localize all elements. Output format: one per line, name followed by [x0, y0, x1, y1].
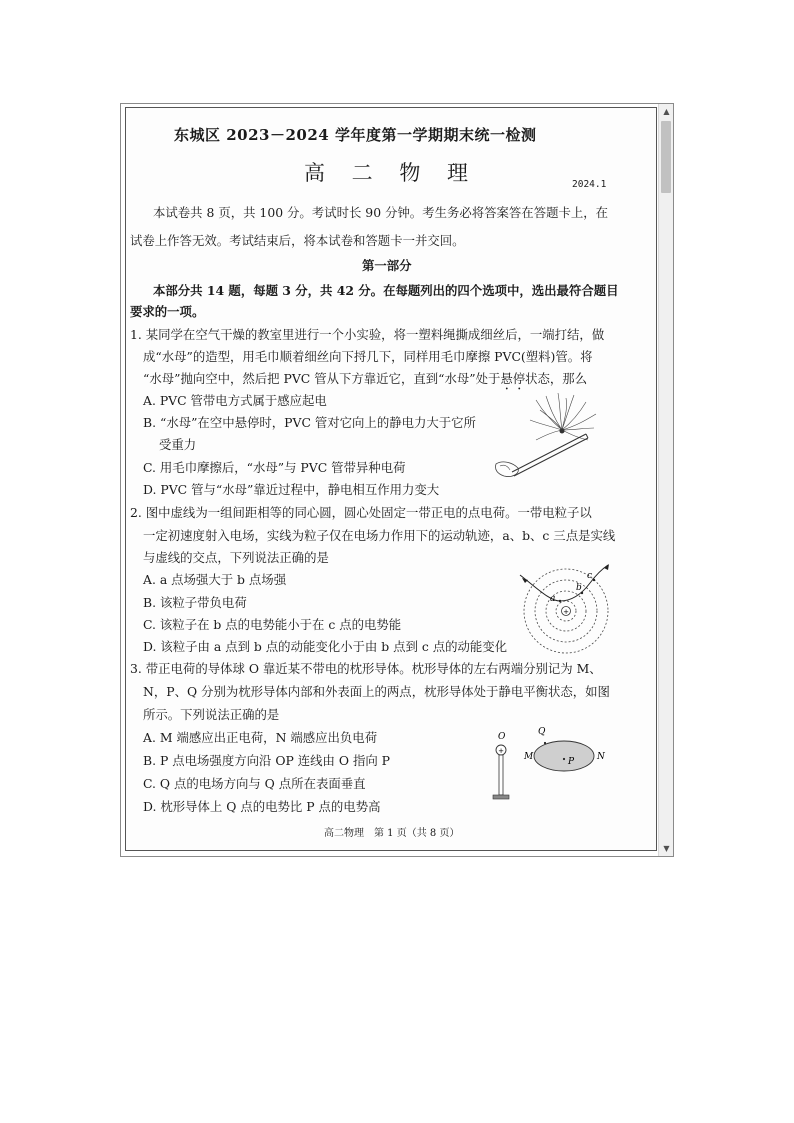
- part-description-line-1: 本部分共 14 题，每题 3 分，共 42 分。在每题列出的四个选项中，选出最符合题目: [153, 283, 619, 298]
- q2-option-c: C. 该粒子在 b 点的电势能小于在 c 点的电势能: [143, 617, 402, 632]
- q1-stem-line-1: 1. 某同学在空气干燥的教室里进行一个小实验，将一塑料绳撕成细丝后，一端打结，做: [130, 327, 605, 342]
- q3-stem-line-3: 所示。下列说法正确的是: [143, 707, 280, 722]
- q3-label-p: P: [568, 757, 575, 767]
- exam-date: 2024.1: [572, 179, 607, 190]
- q3-label-q: Q: [538, 727, 546, 737]
- scroll-thumb[interactable]: [661, 121, 671, 193]
- exam-title: 东城区 2023－2024 学年度第一学期期末统一检测: [174, 126, 537, 144]
- scroll-down-arrow-icon[interactable]: ▼: [663, 844, 670, 853]
- page-footer: 高二物理 第 1 页（共 8 页）: [324, 828, 460, 839]
- q1-option-d: D. PVC 管与“水母”靠近过程中，静电相互作用力变大: [143, 482, 440, 497]
- q3-label-m: M: [524, 752, 534, 762]
- q1-option-c: C. 用毛巾摩擦后，“水母”与 PVC 管带异种电荷: [143, 460, 406, 475]
- q2-label-a: a: [550, 594, 556, 604]
- q3-option-c: C. Q 点的电场方向与 Q 点所在表面垂直: [143, 776, 366, 791]
- subject-title: 高 二 物 理: [304, 161, 479, 185]
- q3-label-o: O: [498, 732, 506, 742]
- q1-emphasized-word: 悬停: [500, 371, 526, 386]
- q2-option-b: B. 该粒子带负电荷: [143, 595, 247, 610]
- q3-option-b: B. P 点电场强度方向沿 OP 连线由 O 指向 P: [143, 753, 391, 768]
- pillow-conductor-figure: [492, 726, 612, 808]
- q3-stem-line-1: 3. 带正电荷的导体球 O 靠近某不带电的枕形导体。枕形导体的左右两端分别记为 M、: [130, 661, 602, 676]
- intro-line-2: 试卷上作答无效。考试结束后，将本试卷和答题卡一并交回。: [130, 233, 465, 248]
- q1-option-b-line-2: 受重力: [159, 437, 197, 452]
- q2-option-d: D. 该粒子由 a 点到 b 点的动能变化小于由 b 点到 c 点的动能变化: [143, 639, 508, 654]
- q2-label-b: b: [576, 583, 582, 593]
- part-heading: 第一部分: [362, 258, 412, 273]
- jellyfish-pvc-figure: [490, 390, 610, 480]
- intro-line-1: 本试卷共 8 页，共 100 分。考试时长 90 分钟。考生务必将答案答在答题卡上，在: [153, 205, 609, 220]
- q2-center-plus: +: [563, 608, 569, 616]
- q3-label-n: N: [597, 752, 605, 762]
- scroll-up-arrow-icon[interactable]: ▲: [663, 107, 670, 116]
- exam-page: [125, 107, 657, 851]
- q3-option-d: D. 枕形导体上 Q 点的电势比 P 点的电势高: [143, 799, 381, 814]
- q1-stem-line-3: “水母”抛向空中，然后把 PVC 管从下方靠近它，直到“水母”处于悬停状态，那么: [143, 371, 588, 386]
- q1-stem-line-2: 成“水母”的造型，用毛巾顺着细丝向下捋几下，同样用毛巾摩擦 PVC(塑料)管。将: [143, 349, 593, 364]
- q2-stem-line-3: 与虚线的交点，下列说法正确的是: [143, 550, 329, 565]
- q2-label-c: c: [587, 571, 593, 581]
- concentric-field-figure: [516, 563, 616, 655]
- vertical-scrollbar[interactable]: [658, 104, 673, 856]
- q2-stem-line-1: 2. 图中虚线为一组间距相等的同心圆，圆心处固定一带正电的点电荷。一带电粒子以: [130, 505, 592, 520]
- part-description-line-2: 要求的一项。: [130, 304, 205, 319]
- q3-option-a: A. M 端感应出正电荷，N 端感应出负电荷: [143, 730, 378, 745]
- q2-option-a: A. a 点场强大于 b 点场强: [143, 572, 287, 587]
- q2-stem-line-2: 一定初速度射入电场，实线为粒子仅在电场力作用下的运动轨迹，a、b、c 三点是实线: [143, 528, 616, 543]
- q3-stem-line-2: N，P、Q 分别为枕形导体内部和外表面上的两点，枕形导体处于静电平衡状态，如图: [143, 684, 610, 699]
- q1-option-b-line-1: B. “水母”在空中悬停时，PVC 管对它向上的静电力大于它所: [143, 415, 476, 430]
- document-viewer: [120, 103, 674, 857]
- q3-sphere-plus: +: [498, 747, 504, 755]
- q1-option-a: A. PVC 管带电方式属于感应起电: [143, 393, 327, 408]
